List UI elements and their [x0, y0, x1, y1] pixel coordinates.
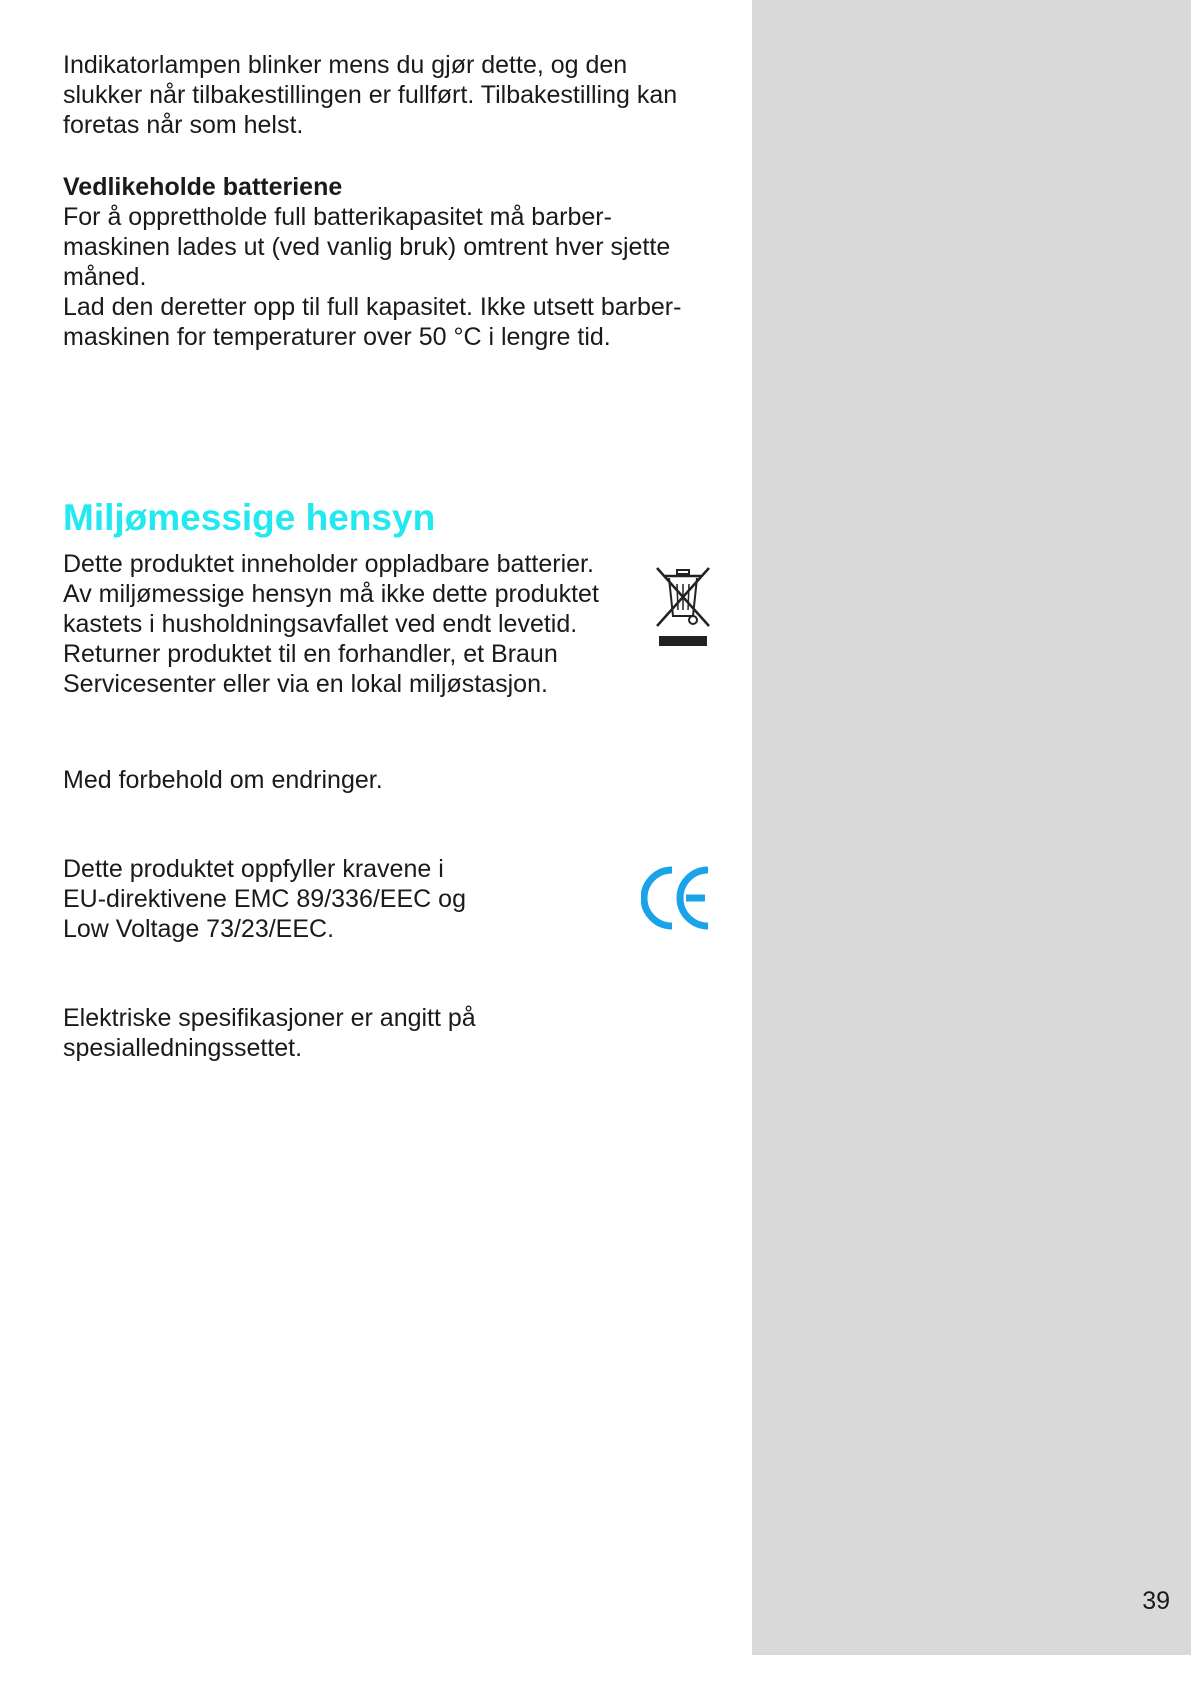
battery-heading: Vedlikeholde batteriene — [63, 173, 343, 201]
disclaimer-section — [63, 765, 663, 795]
crossed-out-wheelie-bin-icon — [655, 566, 711, 648]
environment-heading: Miljømessige hensyn — [63, 497, 436, 538]
specs-section — [63, 1003, 623, 1063]
intro-paragraph: Indikatorlampen blinker mens du gjør dette, og den slukker når tilbakestillingen er fullført. Tilbakestilling kan foretas når som helst. — [63, 51, 678, 139]
disclaimer-text: Med forbehold om endringer. — [63, 766, 383, 794]
page-number: 39 — [1142, 1587, 1170, 1615]
side-margin-panel — [752, 0, 1191, 1655]
battery-section — [63, 172, 723, 352]
environment-section — [63, 549, 643, 699]
battery-paragraph: For å opprettholde full batterikapasitet må barber- maskinen lades ut (ved vanlig bruk) omtrent hver sjette måned. Lad den deretter opp til full kapasitet. Ikke utsett barber- maskinen for temperaturer over 50 °C i lengre tid. — [63, 203, 682, 351]
compliance-section — [63, 854, 623, 944]
ce-mark-icon — [641, 864, 711, 932]
compliance-paragraph: Dette produktet oppfyller kravene i EU-direktivene EMC 89/336/EEC og Low Voltage 73/23/EEC. — [63, 855, 466, 943]
specs-paragraph: Elektriske spesifikasjoner er angitt på spesialledningssettet. — [63, 1004, 476, 1062]
environment-paragraph: Dette produktet inneholder oppladbare batterier. Av miljømessige hensyn må ikke dette produktet kastets i husholdningsavfallet ved endt levetid. Returner produktet til en forhandler, et Braun Servicesenter eller via en lokal miljøstasjon. — [63, 550, 599, 698]
intro-section — [63, 50, 723, 140]
